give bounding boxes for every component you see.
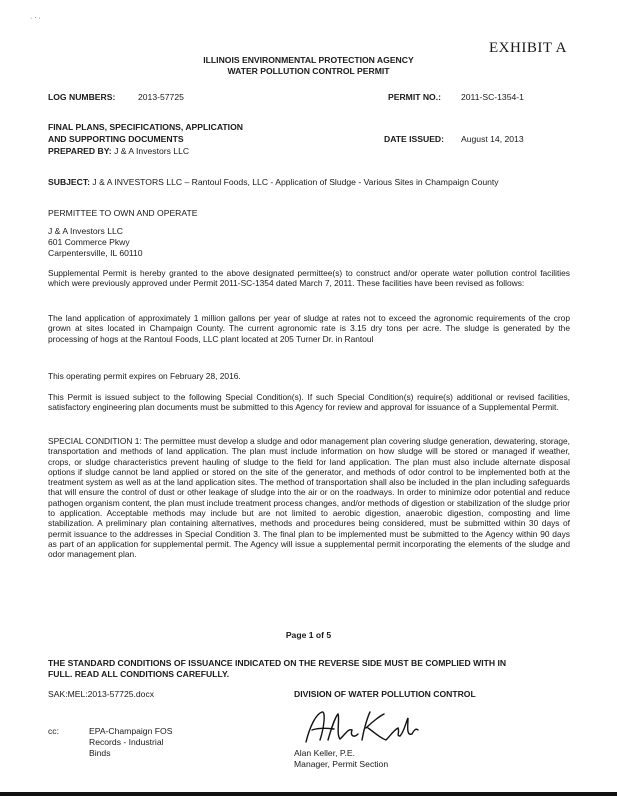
scan-mark: · ⋅ ·: [30, 15, 41, 22]
log-numbers-value: 2013-57725: [138, 92, 184, 102]
date-issued-label: DATE ISSUED:: [384, 134, 445, 144]
expiry-paragraph: This operating permit expires on February 28, 2016.: [48, 371, 241, 381]
page-number: Page 1 of 5: [285, 630, 332, 640]
file-reference: SAK:MEL:2013-57725.docx: [48, 689, 155, 699]
title-line-1: FINAL PLANS, SPECIFICATIONS, APPLICATION: [48, 122, 243, 132]
conditions-paragraph: This Permit is issued subject to the following Special Condition(s). If such Special Condition(s) require(s) additional or revised facilities, satisfactory engineering plan documents must be submitted to this Agency for review and approval for issuance of a Supplemental Permit.: [48, 392, 570, 413]
permittee-street: 601 Commerce Pkwy: [48, 237, 130, 247]
cc-label: cc:: [48, 726, 59, 736]
prepared-by-value: J & A Investors LLC: [114, 146, 190, 156]
permittee-name: J & A Investors LLC: [48, 226, 123, 236]
subject: [48, 177, 499, 187]
permit-type: WATER POLLUTION CONTROL PERMIT: [227, 66, 390, 76]
permittee-city: Carpentersville, IL 60110: [48, 248, 143, 258]
standard-conditions-line-1: THE STANDARD CONDITIONS OF ISSUANCE INDICATED ON THE REVERSE SIDE MUST BE COMPLIED WITH IN: [48, 658, 507, 668]
standard-conditions-line-2: FULL. READ ALL CONDITIONS CAREFULLY.: [48, 669, 230, 679]
signature: [300, 706, 420, 748]
permittee-heading: PERMITTEE TO OWN AND OPERATE: [48, 208, 198, 218]
subject-label: SUBJECT:: [48, 177, 91, 187]
cc-line-3: Binds: [89, 748, 111, 758]
title-line-2: AND SUPPORTING DOCUMENTS: [48, 134, 184, 144]
signature-image: [300, 706, 420, 748]
date-issued-value: August 14, 2013: [461, 134, 524, 144]
cc-line-1: EPA-Champaign FOS: [89, 726, 173, 736]
signatory-title: Manager, Permit Section: [294, 759, 389, 769]
supplemental-paragraph: Supplemental Permit is hereby granted to the above designated permittee(s) to construct and/or operate water pollution control facilities which were previously approved under Permit 2011-SC-1354 dated March 7, 2011. These facilities have been revised as follows:: [48, 268, 570, 289]
special-condition-paragraph: SPECIAL CONDITION 1: The permittee must develop a sludge and odor management plan covering sludge generation, dewatering, storage, transportation and methods of land application. The plan must include information on how sludge will be stored or managed if weather, crops, or sludge characteristics prevent hauling of sludge to the field for land application. The plan must also include alternate disposal options if sludge cannot be land applied or stored on the site of the generator, and methods of odor control to be implemented both at the treatment system as well as at the land application sites. The method of transportation shall also be included in the plan including safeguards that will ensure the control of dust or other leakage of sludge into the air or on the roadways. In order to minimize odor potential and reduce pathogen organism content, the plan must include treatment process changes, and/or methods of digestion or stabilization of the sludge prior to application. Acceptable methods may include but are not limited to aerobic digestion, anaerobic digestion, composting and lime stabilization. A preliminary plan containing alternatives, methods and procedures being considered, must be submitted within 30 days of permit issuance to the addresses in Special Condition 3. The final plan to be implemented must be submitted to the Agency within 90 days as part of an application for supplemental permit. The Agency will issue a supplemental permit incorporating the elements of the sludge and odor management plan.: [48, 436, 570, 560]
permit-no-label: PERMIT NO.:: [388, 92, 441, 102]
cc-line-2: Records - Industrial: [89, 737, 164, 747]
land-application-paragraph: The land application of approximately 1 million gallons per year of sludge at rates not to exceed the agronomic requirements of the crop grown at sites located in Champaign County. The current agronomic rate is 3.15 dry tons per acre. The sludge is generated by the processing of hogs at the Rantoul Foods, LLC plant located at 205 Turner Dr. in Rantoul: [48, 313, 570, 344]
agency-name: ILLINOIS ENVIRONMENTAL PROTECTION AGENCY: [203, 55, 414, 65]
bottom-scan-edge: [0, 792, 617, 796]
permit-no-value: 2011-SC-1354-1: [461, 92, 524, 102]
prepared-by: [48, 146, 189, 156]
log-numbers-label: LOG NUMBERS:: [48, 92, 116, 102]
signatory-name: Alan Keller, P.E.: [294, 748, 355, 758]
exhibit-label: EXHIBIT A: [489, 40, 567, 56]
division-name: DIVISION OF WATER POLLUTION CONTROL: [294, 689, 476, 699]
subject-value: J & A INVESTORS LLC – Rantoul Foods, LLC - Application of Sludge - Various Sites in Champaign County: [92, 177, 499, 187]
prepared-by-label: PREPARED BY:: [48, 146, 112, 156]
